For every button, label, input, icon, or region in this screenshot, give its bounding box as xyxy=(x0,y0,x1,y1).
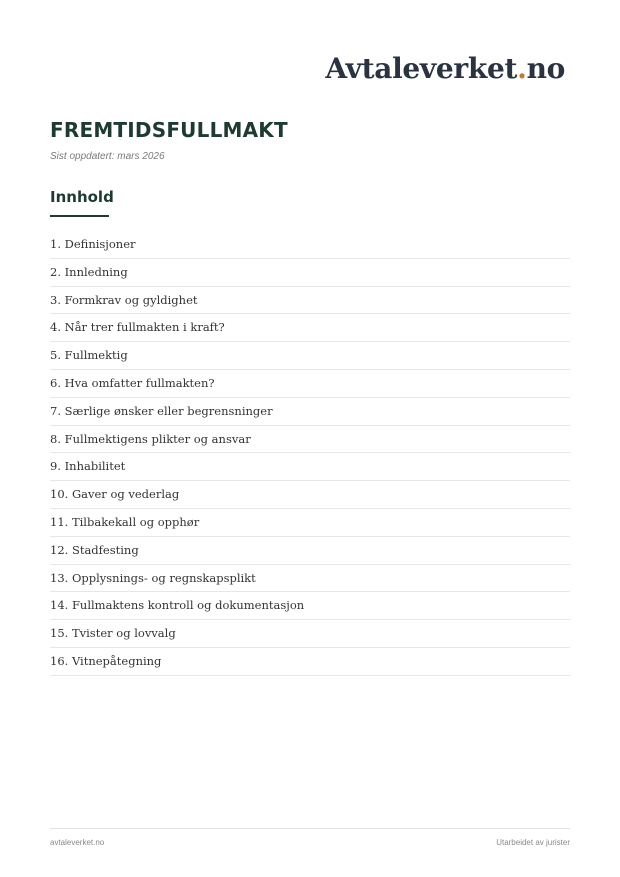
toc-item[interactable]: 4. Når trer fullmakten i kraft? xyxy=(50,314,570,342)
logo-main-text: Avtaleverket xyxy=(325,52,518,85)
toc-item[interactable]: 12. Stadfesting xyxy=(50,537,570,565)
toc-heading: Innhold xyxy=(50,188,114,206)
toc-item[interactable]: 13. Opplysnings- og regnskapsplikt xyxy=(50,565,570,593)
toc-item[interactable]: 15. Tvister og lovvalg xyxy=(50,620,570,648)
toc-item[interactable]: 1. Definisjoner xyxy=(50,231,570,259)
toc-item[interactable]: 2. Innledning xyxy=(50,259,570,287)
footer-site-link[interactable]: avtaleverket.no xyxy=(50,838,105,847)
toc-item[interactable]: 6. Hva omfatter fullmakten? xyxy=(50,370,570,398)
table-of-contents xyxy=(50,231,570,676)
logo-dot: . xyxy=(517,52,527,85)
toc-item[interactable]: 10. Gaver og vederlag xyxy=(50,481,570,509)
brand-logo[interactable] xyxy=(325,52,565,85)
toc-heading-underline xyxy=(50,215,109,217)
toc-item[interactable]: 5. Fullmektig xyxy=(50,342,570,370)
toc-item[interactable]: 16. Vitnepåtegning xyxy=(50,648,570,676)
footer-divider xyxy=(50,828,570,829)
last-updated-text: Sist oppdatert: mars 2026 xyxy=(50,151,165,162)
document-title: FREMTIDSFULLMAKT xyxy=(50,118,288,142)
logo-tld-text: no xyxy=(526,52,565,85)
toc-item[interactable]: 3. Formkrav og gyldighet xyxy=(50,287,570,315)
toc-item[interactable]: 8. Fullmektigens plikter og ansvar xyxy=(50,426,570,454)
toc-item[interactable]: 7. Særlige ønsker eller begrensninger xyxy=(50,398,570,426)
toc-item[interactable]: 11. Tilbakekall og opphør xyxy=(50,509,570,537)
toc-item[interactable]: 9. Inhabilitet xyxy=(50,453,570,481)
toc-item[interactable]: 14. Fullmaktens kontroll og dokumentasjon xyxy=(50,592,570,620)
footer-credit: Utarbeidet av jurister xyxy=(496,838,570,847)
